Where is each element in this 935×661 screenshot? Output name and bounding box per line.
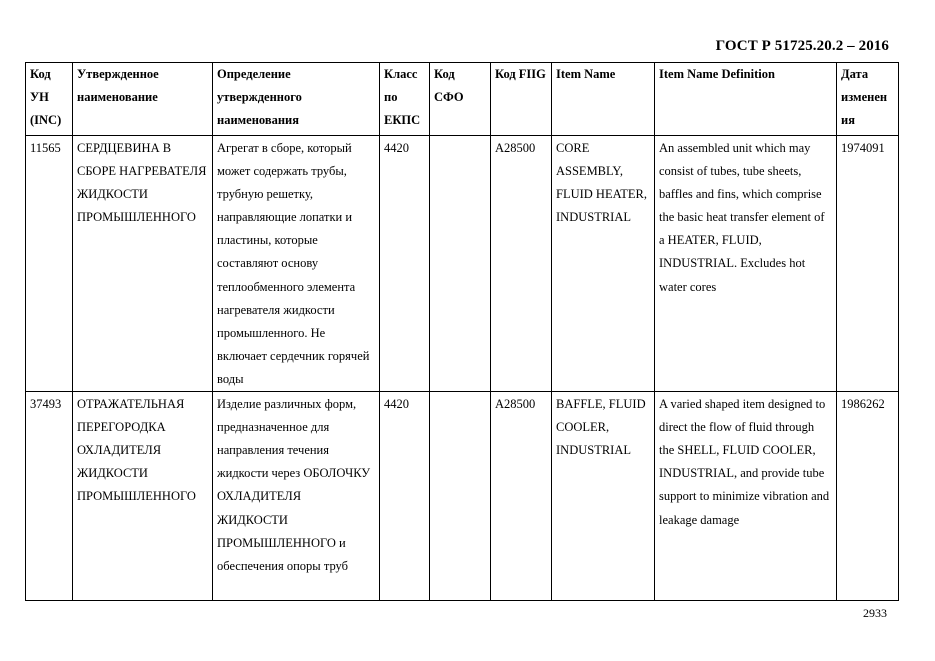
cell-sfo-code [430,392,491,601]
cell-change-date: 1974091 [837,136,899,392]
column-header-fiig-code: Код FIIG [491,63,552,136]
column-header-ekps-class: Класс по ЕКПС [380,63,430,136]
column-header-inc: Код УН (INC) [26,63,73,136]
document-code: ГОСТ Р 51725.20.2 – 2016 [715,38,889,54]
cell-item-name: BAFFLE, FLUID COOLER, INDUSTRIAL [552,392,655,601]
page-number: 2933 [863,606,887,620]
column-header-change-date: Дата изменен ия [837,63,899,136]
cell-item-name-definition: A varied shaped item designed to direct the flow of fluid through the SHELL, FLUID COOLER, INDUSTRIAL, and provide tube support to minimize vibration and leakage damage [655,392,837,601]
column-header-approved-definition: Определение утвержденного наименования [213,63,380,136]
cell-fiig-code: A28500 [491,392,552,601]
cell-ekps-class: 4420 [380,392,430,601]
table-header-row [26,63,899,136]
column-header-item-name-definition: Item Name Definition [655,63,837,136]
table-row [26,392,899,601]
column-header-approved-name: Утвержденное наименование [73,63,213,136]
cell-item-name: CORE ASSEMBLY, FLUID HEATER, INDUSTRIAL [552,136,655,392]
cell-inc: 37493 [26,392,73,601]
cell-item-name-definition: An assembled unit which may consist of tubes, tube sheets, baffles and fins, which comprise the basic heat transfer element of a HEATER, FLUID, INDUSTRIAL. Excludes hot water cores [655,136,837,392]
cell-inc: 11565 [26,136,73,392]
table-row [26,136,899,392]
cell-ekps-class: 4420 [380,136,430,392]
column-header-item-name: Item Name [552,63,655,136]
cell-approved-name: ОТРАЖАТЕЛЬНАЯ ПЕРЕГОРОДКА ОХЛАДИТЕЛЯ ЖИДКОСТИ ПРОМЫШЛЕННОГО [73,392,213,601]
column-header-sfo-code: Код СФО [430,63,491,136]
cell-approved-name: СЕРДЦЕВИНА В СБОРЕ НАГРЕВАТЕЛЯ ЖИДКОСТИ ПРОМЫШЛЕННОГО [73,136,213,392]
cell-sfo-code [430,136,491,392]
cell-fiig-code: A28500 [491,136,552,392]
cell-approved-definition: Изделие различных форм, предназначенное для направления течения жидкости через ОБОЛОЧКУ ОХЛАДИТЕЛЯ ЖИДКОСТИ ПРОМЫШЛЕННОГО и обеспечения опоры труб [213,392,380,601]
cell-change-date: 1986262 [837,392,899,601]
catalog-table [25,62,899,601]
cell-approved-definition: Агрегат в сборе, который может содержать трубы, трубную решетку, направляющие лопатки и пластины, которые составляют основу теплообменного элемента нагревателя жидкости промышленного. Не включает сердечник горячей воды [213,136,380,392]
